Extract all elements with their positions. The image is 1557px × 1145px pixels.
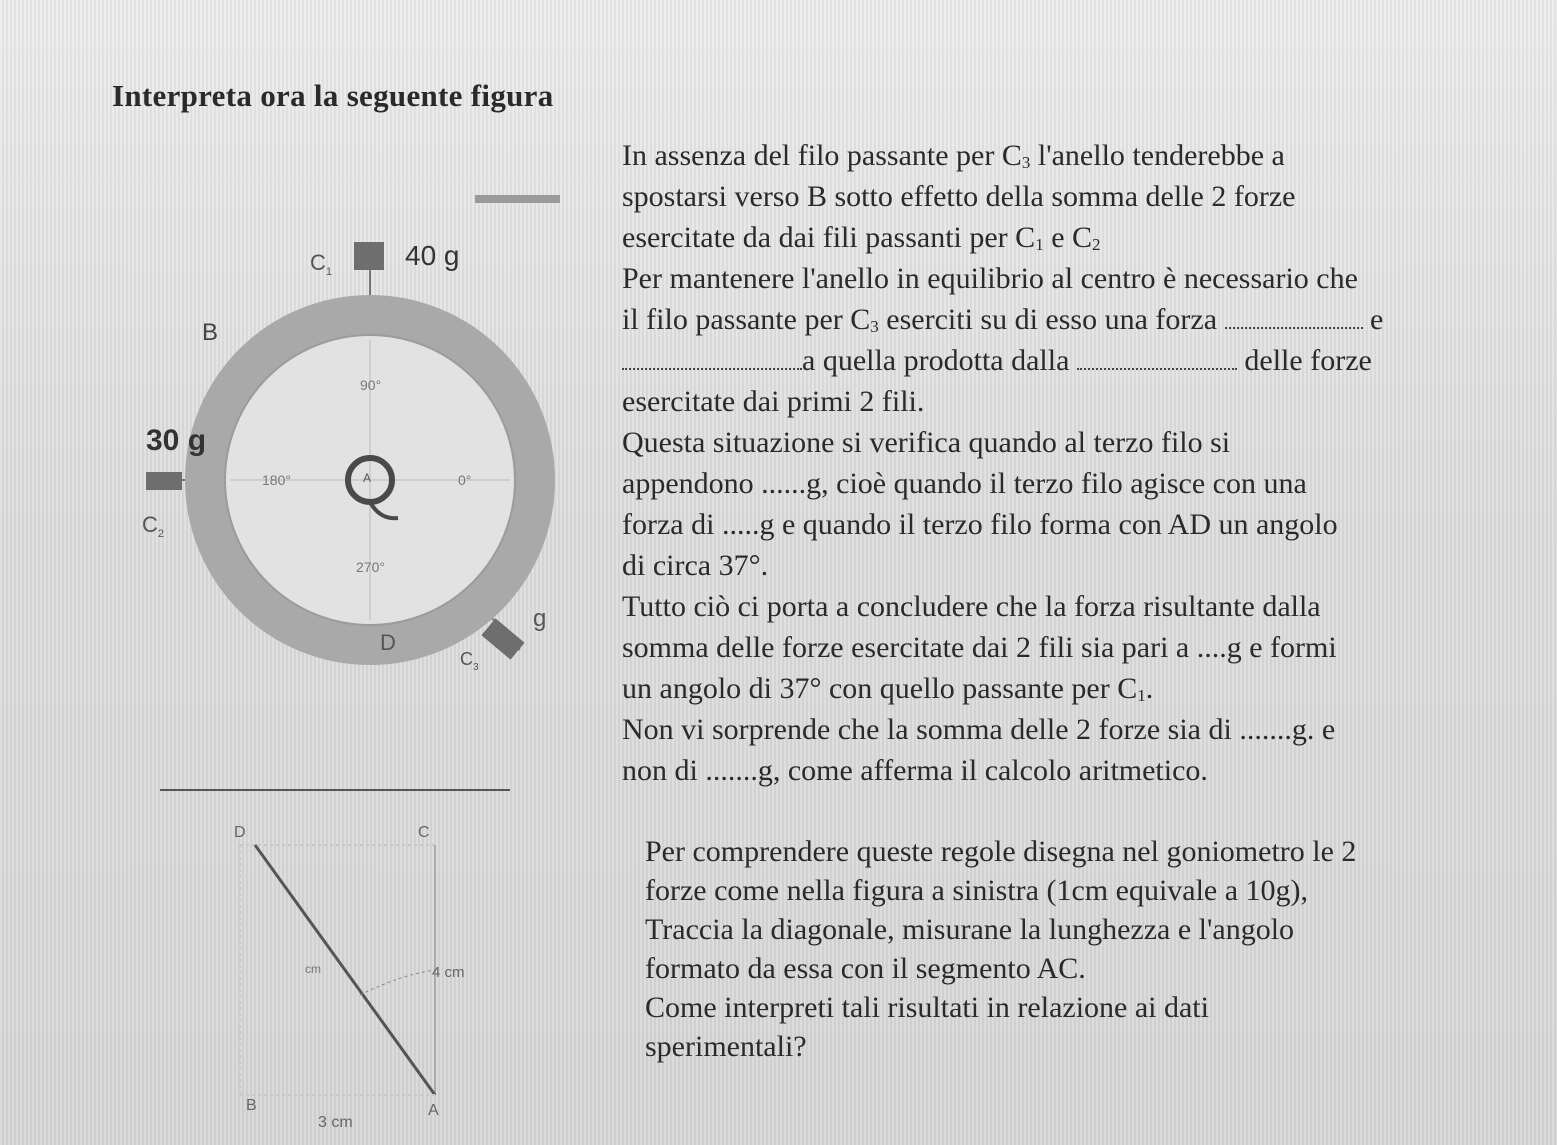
p1-line-7: esercitate dai primi 2 fili. <box>622 385 925 418</box>
blank-1[interactable] <box>1225 301 1363 329</box>
rect-label-cm: cm <box>305 962 321 976</box>
diagonal-da <box>255 845 435 1095</box>
paragraph-2 <box>645 832 1356 1066</box>
p1-line-2: spostarsi verso B sotto effetto della somma delle 2 forze <box>622 180 1296 213</box>
label-c2: $C_2$ <box>142 512 165 540</box>
blank-2[interactable] <box>622 342 802 370</box>
p2-line-4: formato da essa con il segmento AC. <box>645 952 1086 985</box>
rect-label-4cm: 4 cm <box>432 964 465 981</box>
blank-3[interactable] <box>1077 342 1237 370</box>
label-c1: $C_1$ <box>310 250 333 278</box>
p1-line-10: forza di .....g e quando il terzo filo forma con AD un angolo <box>622 508 1338 541</box>
angle-arc <box>360 970 435 995</box>
rect-label-c: C <box>418 824 430 841</box>
p1-line-8: Questa situazione si verifica quando al terzo filo si <box>622 426 1231 459</box>
pulley-c3 <box>481 618 524 659</box>
p1-line-13: somma delle forze esercitate dai 2 fili sia pari a ....g e formi <box>622 631 1337 664</box>
p1-line-6: a quella prodotta dalla delle forze <box>622 340 1383 381</box>
p2-line-3: Traccia la diagonale, misurane la lunghezza e l'angolo <box>645 913 1295 946</box>
p1-line-4: Per mantenere l'anello in equilibrio al centro è necessario che <box>622 262 1358 295</box>
label-30g: 30 g <box>146 424 207 457</box>
p1-line-9: appendono ......g, cioè quando il terzo filo agisce con una <box>622 467 1307 500</box>
p1-line-14: un angolo di 37° con quello passante per C1. <box>622 672 1154 705</box>
rect-label-d: D <box>234 824 246 841</box>
label-c3: $C_3$ <box>460 649 479 673</box>
p2-line-5: Come interpreti tali risultati in relazione ai dati <box>645 991 1209 1024</box>
p1-line-16: non di .......g, come afferma il calcolo aritmetico. <box>622 754 1208 787</box>
force-table-figure <box>130 180 570 700</box>
label-90: 90° <box>360 377 382 393</box>
rect-label-a: A <box>428 1102 439 1119</box>
force-rectangle-figure <box>220 815 510 1135</box>
figure-divider <box>160 789 510 791</box>
label-0: 0° <box>458 472 472 488</box>
dots-3[interactable]: .... <box>1196 631 1227 664</box>
pulley-c2 <box>146 472 182 490</box>
p1-line-3: esercitate da dai fili passanti per C1 e C2 <box>622 221 1101 254</box>
label-270: 270° <box>356 559 385 575</box>
p1-line-15: Non vi sorprende che la somma delle 2 forze sia di .......g. e <box>622 713 1336 746</box>
dots-4[interactable]: ....... <box>1239 713 1292 746</box>
p2-line-1: Per comprendere queste regole disegna nel goniometro le 2 <box>645 835 1357 868</box>
label-b: B <box>202 319 219 346</box>
p2-line-2: forze come nella figura a sinistra (1cm equivale a 10g), <box>645 874 1309 907</box>
label-d: D <box>380 630 396 655</box>
label-ring-a: A <box>363 471 372 485</box>
rect-label-3cm: 3 cm <box>318 1114 353 1131</box>
page-title: Interpreta ora la seguente figura <box>112 78 554 113</box>
dots-5[interactable]: ....... <box>705 754 758 787</box>
top-bar <box>475 195 560 203</box>
pulley-c1 <box>354 242 384 270</box>
dots-2[interactable]: ..... <box>721 508 760 541</box>
p1-line-12: Tutto ciò ci porta a concludere che la forza risultante dalla <box>622 590 1321 623</box>
p1-line-1: In assenza del filo passante per C3 l'anello tenderebbe a <box>622 139 1285 172</box>
dots-1[interactable]: ...... <box>761 467 807 500</box>
p1-line-5: il filo passante per C3 eserciti su di esso una forza e <box>622 303 1384 336</box>
label-180: 180° <box>262 472 291 488</box>
paragraph-1 <box>622 135 1383 791</box>
p2-line-6: sperimentali? <box>645 1030 807 1063</box>
p1-line-11: di circa 37°. <box>622 549 769 582</box>
label-g: g <box>533 605 547 632</box>
rect-label-b: B <box>246 1097 257 1114</box>
label-40g: 40 g <box>405 240 460 271</box>
